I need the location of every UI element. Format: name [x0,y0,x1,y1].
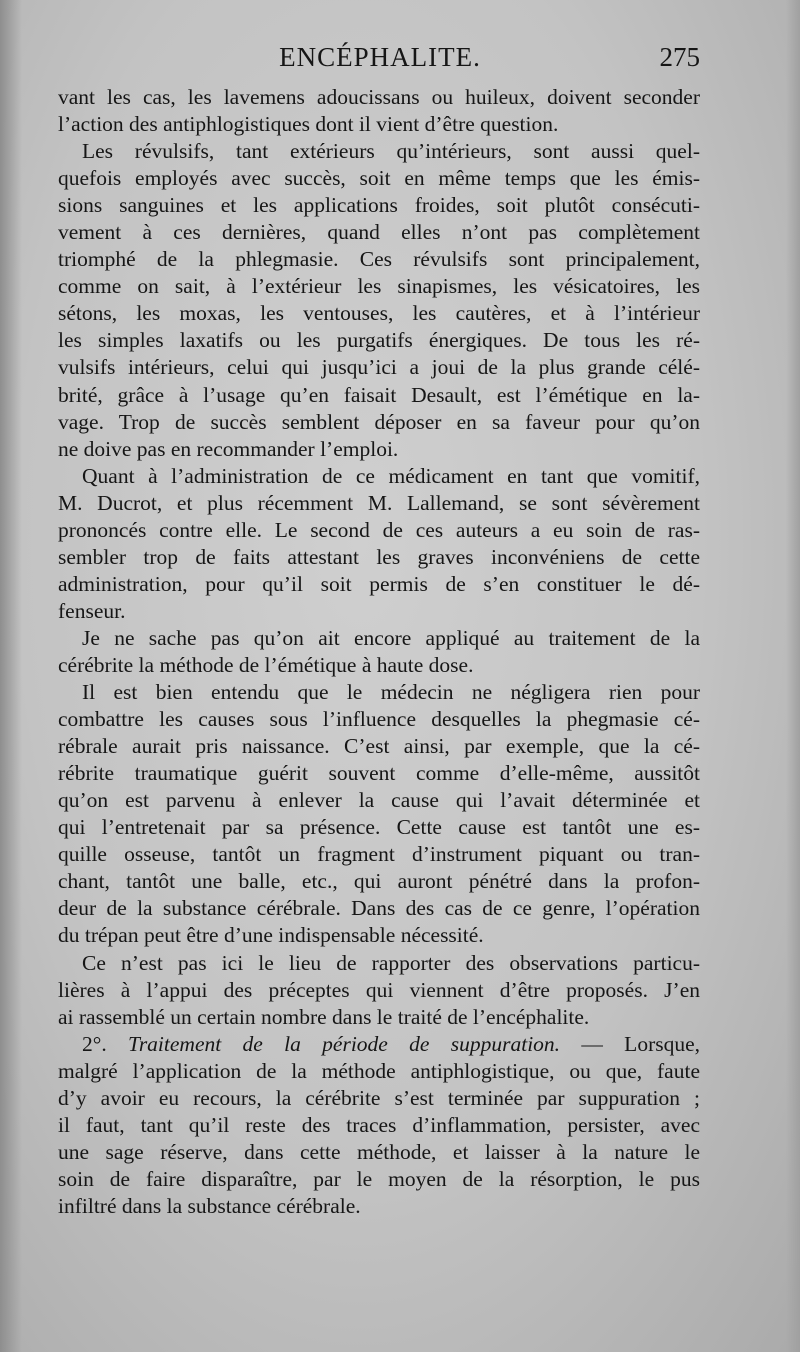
text-line: combattre les causes sous l’influence desquelles la phegmasie cé- [58,707,700,732]
text-line: Il est bien entendu que le médecin ne négligera rien pour [82,680,700,705]
text-line: chant, tantôt une balle, etc., qui auront pénétré dans la profon- [58,869,700,894]
text-line: Quant à l’administration de ce médicament en tant que vomitif, [82,463,700,488]
text-line: ne doive pas en recommander l’emploi. [58,436,399,461]
text-line: sions sanguines et les applications froides, soit plutôt consécuti- [58,193,700,218]
section-heading-line [58,1031,700,1058]
text-line: Je ne sache pas qu’on ait encore appliqué au traitement de la [82,625,700,650]
text-line: triomphé de la phlegmasie. Ces révulsifs sont principalement, [58,247,700,272]
text-line: du trépan peut être d’une indispensable nécessité. [58,923,484,948]
text-line: brité, grâce à l’usage qu’en faisait Desault, est l’émétique en la- [58,382,700,407]
text-line: vement à ces dernières, quand elles n’ont pas complètement [58,220,700,245]
text-line: d’y avoir eu recours, la cérébrite s’est terminée par suppuration ; [58,1085,700,1110]
text-line: l’action des antiphlogistiques dont il vient d’être question. [58,112,559,137]
text-line: rébrale aurait pris naissance. C’est ainsi, par exemple, que la cé- [58,734,700,759]
running-title: ENCÉPHALITE. [279,42,481,72]
text-line: Ce n’est pas ici le lieu de rapporter des observations particu- [82,950,700,975]
text-line: cérébrite la méthode de l’émétique à haute dose. [58,652,474,677]
body-text [58,84,700,1220]
text-line: fenseur. [58,598,126,623]
section-heading-rest: — Lorsque, [560,1031,700,1056]
text-line: comme on sait, à l’extérieur les sinapismes, les vésicatoires, les [58,274,700,299]
section-title: Traitement de la période de suppuration. [128,1031,561,1056]
text-line: administration, pour qu’il soit permis de s’en constituer le dé- [58,571,700,596]
page-number: 275 [659,42,700,72]
text-line: vant les cas, les lavemens adoucissans ou huileux, doivent seconder [58,85,700,109]
text-line: quille osseuse, tantôt un fragment d’instrument piquant ou tran- [58,842,700,867]
text-line: qui l’entretenait par sa présence. Cette cause est tantôt une es- [58,815,700,840]
text-line: deur de la substance cérébrale. Dans des cas de ce genre, l’opération [58,896,700,921]
section-number: 2°. [82,1031,107,1056]
text-line: vage. Trop de succès semblent déposer en sa faveur pour qu’on [58,409,700,434]
text-line: prononcés contre elle. Le second de ces auteurs a eu soin de ras- [58,517,700,542]
page-header [60,42,700,82]
text-line: sétons, les moxas, les ventouses, les cautères, et à l’intérieur [58,301,700,326]
text-line: quefois employés avec succès, soit en même temps que les émis- [58,166,700,191]
text-line: qu’on est parvenu à enlever la cause qui l’avait déterminée et [58,788,700,813]
text-line: rébrite traumatique guérit souvent comme d’elle-même, aussitôt [58,761,700,786]
text-line: sembler trop de faits attestant les graves inconvéniens de cette [58,544,700,569]
text-line: vulsifs intérieurs, celui qui jusqu’ici a joui de la plus grande célé- [58,355,700,380]
text-line: M. Ducrot, et plus récemment M. Lallemand, se sont sévèrement [58,490,700,515]
text-line: malgré l’application de la méthode antiphlogistique, ou que, faute [58,1058,700,1083]
text-line: infiltré dans la substance cérébrale. [58,1193,361,1218]
text-line: il faut, tant qu’il reste des traces d’inflammation, persister, avec [58,1112,700,1137]
text-line: soin de faire disparaître, par le moyen de la résorption, le pus [58,1166,700,1191]
text-line: une sage réserve, dans cette méthode, et laisser à la nature le [58,1139,700,1164]
text-line: lières à l’appui des préceptes qui viennent d’être proposés. J’en [58,977,700,1002]
text-line: ai rassemblé un certain nombre dans le traité de l’encéphalite. [58,1004,590,1029]
text-line: les simples laxatifs ou les purgatifs énergiques. De tous les ré- [58,328,700,353]
text-line: Les révulsifs, tant extérieurs qu’intérieurs, sont aussi quel- [82,139,700,164]
